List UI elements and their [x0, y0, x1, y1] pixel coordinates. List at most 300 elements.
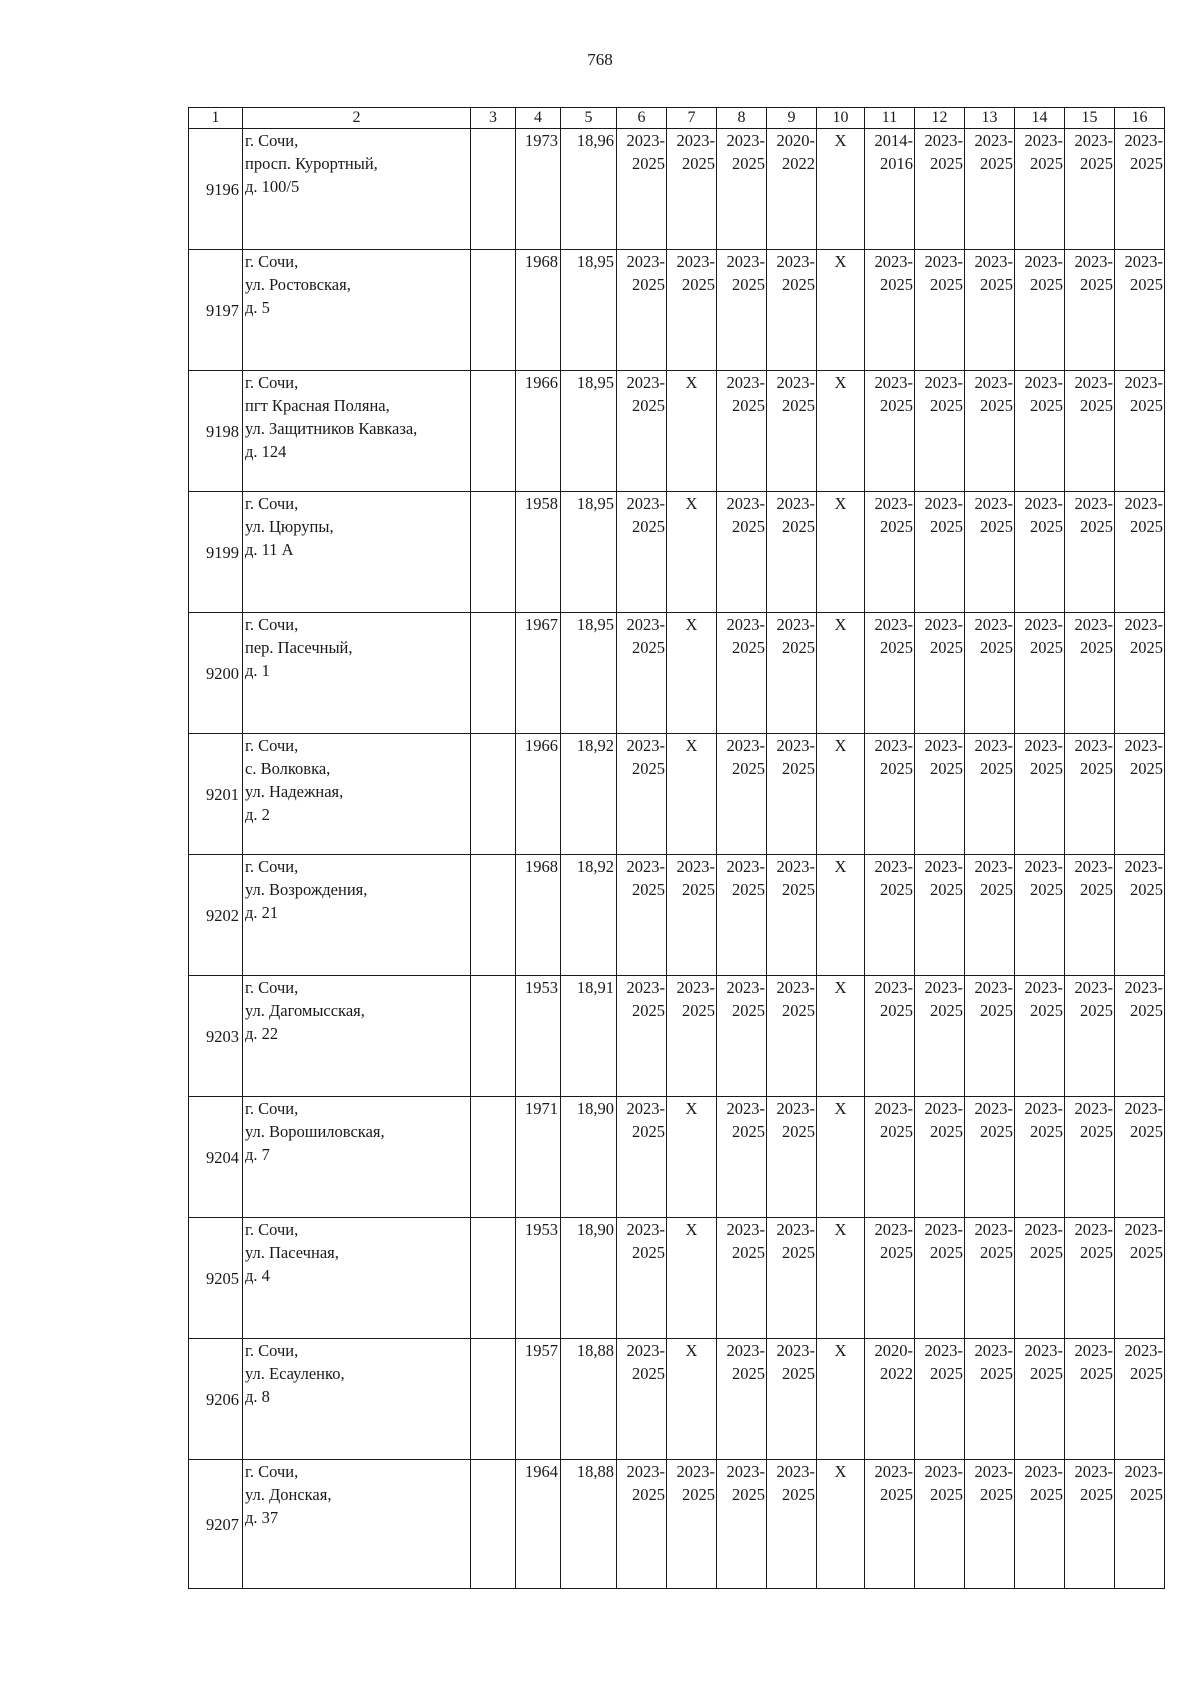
period-part: 2023-: [1024, 978, 1063, 997]
address-line: г. Сочи,: [245, 373, 299, 392]
period-part: 2023-: [874, 857, 913, 876]
period-cell: [965, 1339, 1015, 1460]
period-part: 2023-: [974, 857, 1013, 876]
address-line: д. 37: [245, 1508, 279, 1527]
row-number: 9202: [189, 855, 243, 976]
period-part: 2025: [1130, 1243, 1163, 1262]
cell-col-3: [471, 855, 516, 976]
period-cell: [617, 976, 667, 1097]
period-cell: [1065, 250, 1115, 371]
period-part: 2023-: [1074, 1462, 1113, 1481]
not-applicable-mark: X: [667, 1218, 717, 1339]
period-cell: [667, 855, 717, 976]
year-built-cell: 1964: [516, 1460, 561, 1589]
period-part: 2025: [980, 759, 1013, 778]
address-line: пер. Пасечный,: [245, 638, 353, 657]
period-part: 2025: [980, 880, 1013, 899]
period-part: 2023-: [776, 1099, 815, 1118]
period-cell: [1065, 1218, 1115, 1339]
period-cell: [1015, 1339, 1065, 1460]
period-part: 2025: [1080, 1364, 1113, 1383]
period-part: 2023-: [776, 857, 815, 876]
period-part: 2025: [1030, 759, 1063, 778]
table-row: [189, 250, 1165, 371]
period-cell: [1115, 734, 1165, 855]
address-line: д. 5: [245, 298, 270, 317]
period-part: 2025: [1080, 880, 1113, 899]
period-part: 2023-: [626, 252, 665, 271]
period-part: 2025: [782, 759, 815, 778]
period-part: 2023-: [626, 857, 665, 876]
year-built-cell: 1967: [516, 613, 561, 734]
period-part: 2025: [632, 1001, 665, 1020]
address-line: д. 1: [245, 661, 270, 680]
row-number: 9206: [189, 1339, 243, 1460]
period-cell: [965, 371, 1015, 492]
table-row: [189, 371, 1165, 492]
period-cell: [767, 613, 817, 734]
period-part: 2023-: [874, 736, 913, 755]
period-part: 2023-: [1024, 1341, 1063, 1360]
year-built-cell: 1957: [516, 1339, 561, 1460]
period-part: 2025: [632, 1122, 665, 1141]
address-line: г. Сочи,: [245, 615, 299, 634]
period-part: 2025: [682, 880, 715, 899]
period-cell: [617, 1097, 667, 1218]
period-cell: [1115, 371, 1165, 492]
period-part: 2023-: [874, 373, 913, 392]
period-cell: [1015, 855, 1065, 976]
period-cell: [915, 129, 965, 250]
table-row: [189, 734, 1165, 855]
period-cell: [915, 371, 965, 492]
row-number: 9201: [189, 734, 243, 855]
value-cell: 18,90: [561, 1218, 617, 1339]
period-part: 2023-: [726, 1220, 765, 1239]
period-part: 2025: [880, 1122, 913, 1141]
column-number-3: 3: [471, 108, 516, 129]
period-part: 2025: [1030, 1243, 1063, 1262]
period-part: 2025: [1130, 1364, 1163, 1383]
address-line: ул. Ростовская,: [245, 275, 351, 294]
period-part: 2025: [732, 517, 765, 536]
period-part: 2025: [880, 517, 913, 536]
period-part: 2023-: [924, 494, 963, 513]
period-part: 2023-: [924, 252, 963, 271]
period-cell: [965, 492, 1015, 613]
period-part: 2025: [880, 1243, 913, 1262]
period-part: 2023-: [1024, 1462, 1063, 1481]
period-part: 2025: [632, 517, 665, 536]
not-applicable-mark: X: [817, 976, 865, 1097]
address-line: г. Сочи,: [245, 736, 299, 755]
period-cell: [965, 129, 1015, 250]
not-applicable-mark: X: [817, 492, 865, 613]
period-part: 2025: [930, 154, 963, 173]
period-cell: [767, 734, 817, 855]
period-part: 2025: [682, 1001, 715, 1020]
period-part: 2025: [880, 880, 913, 899]
period-part: 2023-: [676, 857, 715, 876]
period-part: 2023-: [626, 131, 665, 150]
year-built-cell: 1968: [516, 250, 561, 371]
column-number-5: 5: [561, 108, 617, 129]
table-row: [189, 492, 1165, 613]
period-part: 2023-: [874, 1099, 913, 1118]
period-part: 2025: [732, 638, 765, 657]
period-cell: [865, 734, 915, 855]
period-part: 2023-: [1124, 373, 1163, 392]
period-cell: [617, 734, 667, 855]
period-cell: [865, 1218, 915, 1339]
period-part: 2023-: [626, 978, 665, 997]
period-part: 2025: [1130, 638, 1163, 657]
period-cell: [865, 1460, 915, 1589]
period-part: 2025: [930, 1122, 963, 1141]
table-row: [189, 976, 1165, 1097]
period-part: 2025: [632, 1243, 665, 1262]
period-part: 2023-: [1074, 736, 1113, 755]
period-cell: [717, 855, 767, 976]
period-part: 2025: [782, 1001, 815, 1020]
value-cell: 18,95: [561, 492, 617, 613]
period-part: 2023-: [726, 1462, 765, 1481]
period-part: 2023-: [1124, 736, 1163, 755]
period-cell: [717, 1218, 767, 1339]
address-cell: [243, 1097, 471, 1218]
period-cell: [617, 1460, 667, 1589]
row-number: 9198: [189, 371, 243, 492]
column-number-15: 15: [1065, 108, 1115, 129]
period-part: 2025: [782, 1364, 815, 1383]
period-part: 2023-: [874, 252, 913, 271]
column-number-2: 2: [243, 108, 471, 129]
period-cell: [717, 1339, 767, 1460]
period-part: 2023-: [924, 978, 963, 997]
period-cell: [965, 1097, 1015, 1218]
address-line: ул. Возрождения,: [245, 880, 368, 899]
period-part: 2023-: [1124, 131, 1163, 150]
period-part: 2025: [1080, 275, 1113, 294]
cell-col-3: [471, 1460, 516, 1589]
address-cell: [243, 1460, 471, 1589]
period-part: 2023-: [1124, 615, 1163, 634]
cell-col-3: [471, 976, 516, 1097]
period-part: 2025: [980, 154, 1013, 173]
period-part: 2025: [1030, 1122, 1063, 1141]
period-cell: [1115, 1218, 1165, 1339]
period-part: 2023-: [776, 615, 815, 634]
row-number: 9204: [189, 1097, 243, 1218]
period-part: 2023-: [874, 978, 913, 997]
address-line: г. Сочи,: [245, 494, 299, 513]
period-part: 2023-: [676, 131, 715, 150]
period-part: 2023-: [1074, 373, 1113, 392]
year-built-cell: 1966: [516, 371, 561, 492]
period-part: 2025: [1030, 1001, 1063, 1020]
period-part: 2025: [732, 396, 765, 415]
year-built-cell: 1953: [516, 1218, 561, 1339]
period-part: 2023-: [1124, 1462, 1163, 1481]
period-part: 2023-: [974, 494, 1013, 513]
address-line: д. 11 А: [245, 540, 294, 559]
not-applicable-mark: X: [817, 371, 865, 492]
address-line: д. 8: [245, 1387, 270, 1406]
period-cell: [865, 250, 915, 371]
period-part: 2023-: [874, 1220, 913, 1239]
period-cell: [767, 492, 817, 613]
cell-col-3: [471, 129, 516, 250]
period-cell: [865, 371, 915, 492]
period-part: 2023-: [776, 252, 815, 271]
period-part: 2025: [782, 275, 815, 294]
row-number: 9197: [189, 250, 243, 371]
period-part: 2025: [732, 1001, 765, 1020]
period-cell: [617, 129, 667, 250]
period-part: 2025: [632, 638, 665, 657]
period-cell: [915, 1218, 965, 1339]
address-line: пгт Красная Поляна,: [245, 396, 390, 415]
year-built-cell: 1973: [516, 129, 561, 250]
year-built-cell: 1971: [516, 1097, 561, 1218]
period-cell: [1015, 129, 1065, 250]
period-part: 2025: [1030, 638, 1063, 657]
period-cell: [767, 129, 817, 250]
column-number-10: 10: [817, 108, 865, 129]
period-cell: [865, 492, 915, 613]
address-line: ул. Надежная,: [245, 782, 344, 801]
period-part: 2023-: [726, 494, 765, 513]
column-number-9: 9: [767, 108, 817, 129]
period-cell: [767, 1460, 817, 1589]
period-cell: [865, 129, 915, 250]
period-part: 2025: [1080, 1485, 1113, 1504]
period-part: 2025: [782, 638, 815, 657]
period-cell: [667, 129, 717, 250]
period-cell: [1065, 734, 1115, 855]
period-part: 2023-: [1024, 494, 1063, 513]
period-cell: [1015, 976, 1065, 1097]
period-part: 2023-: [974, 252, 1013, 271]
period-part: 2023-: [1024, 1220, 1063, 1239]
period-part: 2025: [632, 1364, 665, 1383]
value-cell: 18,95: [561, 250, 617, 371]
period-part: 2025: [632, 1485, 665, 1504]
address-line: д. 7: [245, 1145, 270, 1164]
period-part: 2023-: [974, 1220, 1013, 1239]
period-part: 2025: [880, 638, 913, 657]
period-part: 2023-: [874, 1462, 913, 1481]
period-part: 2025: [980, 396, 1013, 415]
period-part: 2025: [980, 638, 1013, 657]
period-part: 2025: [930, 759, 963, 778]
period-part: 2025: [1030, 396, 1063, 415]
period-part: 2025: [732, 880, 765, 899]
period-part: 2025: [1080, 517, 1113, 536]
period-cell: [1115, 855, 1165, 976]
address-line: просп. Курортный,: [245, 154, 378, 173]
period-cell: [965, 734, 1015, 855]
period-part: 2023-: [974, 1099, 1013, 1118]
period-part: 2023-: [626, 373, 665, 392]
year-built-cell: 1958: [516, 492, 561, 613]
period-part: 2025: [930, 638, 963, 657]
period-part: 2025: [1030, 1364, 1063, 1383]
period-part: 2025: [930, 1485, 963, 1504]
period-cell: [617, 855, 667, 976]
table-row: [189, 1097, 1165, 1218]
period-cell: [1015, 371, 1065, 492]
column-number-6: 6: [617, 108, 667, 129]
address-line: г. Сочи,: [245, 1220, 299, 1239]
column-number-7: 7: [667, 108, 717, 129]
period-part: 2023-: [776, 373, 815, 392]
period-part: 2020-: [776, 131, 815, 150]
not-applicable-mark: X: [817, 1339, 865, 1460]
period-cell: [865, 1339, 915, 1460]
period-part: 2025: [1130, 759, 1163, 778]
address-line: ул. Есауленко,: [245, 1364, 345, 1383]
not-applicable-mark: X: [667, 371, 717, 492]
period-part: 2025: [782, 1243, 815, 1262]
period-part: 2025: [1030, 517, 1063, 536]
cell-col-3: [471, 1097, 516, 1218]
period-part: 2020-: [874, 1341, 913, 1360]
period-cell: [767, 1339, 817, 1460]
period-part: 2023-: [726, 978, 765, 997]
period-part: 2025: [930, 1364, 963, 1383]
period-part: 2023-: [776, 1341, 815, 1360]
address-cell: [243, 371, 471, 492]
period-cell: [865, 613, 915, 734]
period-cell: [1015, 492, 1065, 613]
period-part: 2023-: [1124, 1099, 1163, 1118]
period-cell: [717, 734, 767, 855]
period-part: 2025: [632, 275, 665, 294]
period-part: 2023-: [974, 1341, 1013, 1360]
column-number-13: 13: [965, 108, 1015, 129]
period-part: 2025: [782, 517, 815, 536]
period-part: 2023-: [726, 736, 765, 755]
period-cell: [1065, 855, 1115, 976]
period-part: 2025: [1080, 759, 1113, 778]
period-part: 2025: [880, 1485, 913, 1504]
period-part: 2025: [1130, 1485, 1163, 1504]
period-part: 2025: [1130, 275, 1163, 294]
period-part: 2025: [1080, 1001, 1113, 1020]
period-cell: [915, 1097, 965, 1218]
period-part: 2023-: [924, 373, 963, 392]
period-cell: [965, 976, 1015, 1097]
period-part: 2023-: [924, 736, 963, 755]
period-cell: [965, 250, 1015, 371]
period-part: 2025: [930, 396, 963, 415]
address-cell: [243, 1218, 471, 1339]
period-part: 2025: [782, 880, 815, 899]
period-cell: [915, 976, 965, 1097]
period-cell: [767, 976, 817, 1097]
period-part: 2025: [732, 759, 765, 778]
not-applicable-mark: X: [817, 250, 865, 371]
period-part: 2023-: [924, 1220, 963, 1239]
period-part: 2025: [732, 1243, 765, 1262]
address-line: д. 4: [245, 1266, 270, 1285]
period-cell: [717, 492, 767, 613]
not-applicable-mark: X: [817, 855, 865, 976]
column-number-12: 12: [915, 108, 965, 129]
period-part: 2023-: [1024, 857, 1063, 876]
address-line: г. Сочи,: [245, 131, 299, 150]
period-cell: [865, 976, 915, 1097]
period-part: 2023-: [1024, 1099, 1063, 1118]
address-line: ул. Донская,: [245, 1485, 332, 1504]
period-part: 2023-: [1024, 736, 1063, 755]
period-part: 2023-: [1024, 373, 1063, 392]
period-cell: [1065, 129, 1115, 250]
period-cell: [767, 371, 817, 492]
register-table: [188, 107, 1165, 1589]
period-cell: [915, 250, 965, 371]
table-row: [189, 1339, 1165, 1460]
period-part: 2023-: [726, 857, 765, 876]
value-cell: 18,96: [561, 129, 617, 250]
period-cell: [965, 855, 1015, 976]
period-part: 2025: [1130, 1122, 1163, 1141]
period-cell: [1115, 1097, 1165, 1218]
period-cell: [915, 1460, 965, 1589]
address-line: ул. Ворошиловская,: [245, 1122, 385, 1141]
period-part: 2025: [682, 1485, 715, 1504]
period-part: 2025: [930, 1001, 963, 1020]
period-cell: [717, 371, 767, 492]
address-line: д. 22: [245, 1024, 279, 1043]
period-part: 2023-: [676, 1462, 715, 1481]
period-part: 2025: [1080, 1122, 1113, 1141]
period-part: 2023-: [726, 1341, 765, 1360]
period-part: 2016: [880, 154, 913, 173]
column-number-14: 14: [1015, 108, 1065, 129]
address-line: д. 100/5: [245, 177, 300, 196]
period-part: 2023-: [1074, 978, 1113, 997]
address-line: г. Сочи,: [245, 978, 299, 997]
period-cell: [617, 1339, 667, 1460]
period-part: 2025: [1130, 1001, 1163, 1020]
not-applicable-mark: X: [817, 613, 865, 734]
period-part: 2025: [1030, 154, 1063, 173]
period-part: 2025: [732, 1122, 765, 1141]
period-cell: [965, 613, 1015, 734]
period-part: 2023-: [726, 252, 765, 271]
row-number: 9203: [189, 976, 243, 1097]
column-number-11: 11: [865, 108, 915, 129]
address-line: д. 2: [245, 805, 270, 824]
period-part: 2022: [880, 1364, 913, 1383]
period-cell: [1015, 613, 1065, 734]
period-part: 2023-: [626, 1220, 665, 1239]
table-row: [189, 613, 1165, 734]
address-line: г. Сочи,: [245, 252, 299, 271]
address-cell: [243, 492, 471, 613]
year-built-cell: 1966: [516, 734, 561, 855]
period-part: 2025: [930, 1243, 963, 1262]
period-part: 2023-: [626, 1099, 665, 1118]
period-part: 2023-: [726, 373, 765, 392]
cell-col-3: [471, 1218, 516, 1339]
not-applicable-mark: X: [667, 1339, 717, 1460]
row-number: 9200: [189, 613, 243, 734]
not-applicable-mark: X: [817, 734, 865, 855]
period-part: 2023-: [676, 978, 715, 997]
